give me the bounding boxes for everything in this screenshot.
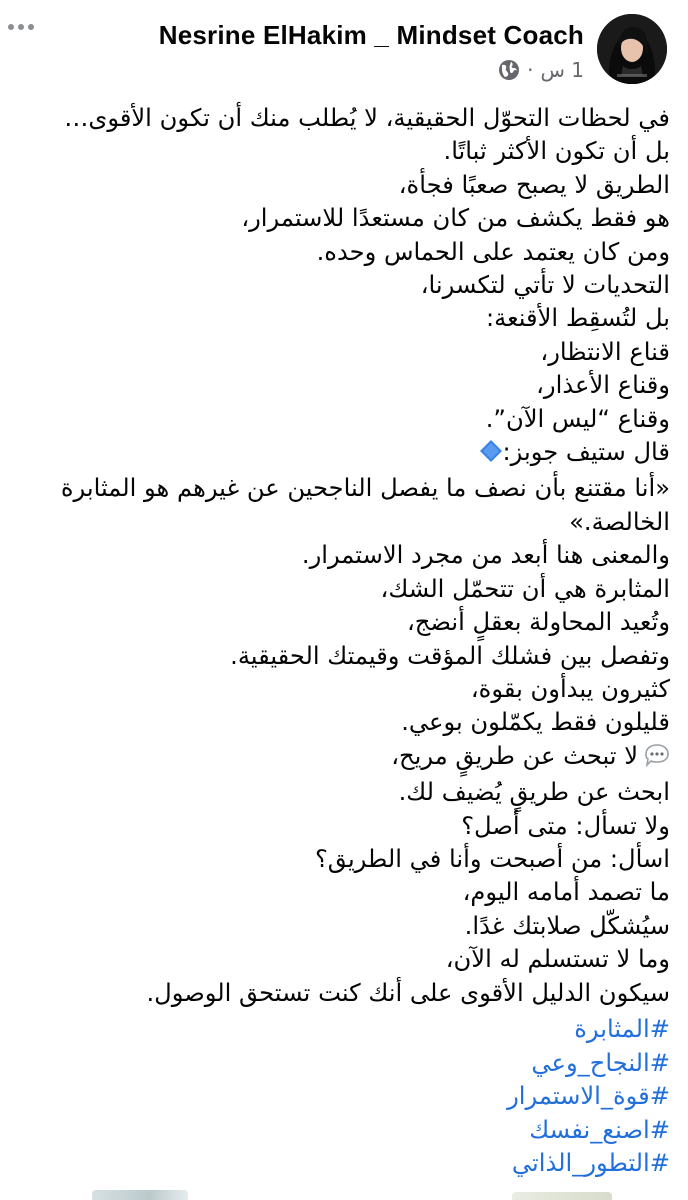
body-line: اسأل: من أصبحت وأنا في الطريق؟: [314, 844, 670, 873]
post-header: [0, 0, 688, 92]
body-line: وتفصل بين فشلك المؤقت وقيمتك الحقيقية.: [230, 641, 670, 670]
author-name[interactable]: Nesrine ElHakim _ Mindset Coach: [158, 20, 584, 50]
body-line: وتُعيد المحاولة بعقلٍ أنضج،: [406, 608, 670, 637]
body-line: التحديات لا تأتي لتكسرنا،: [420, 271, 670, 300]
more-dots-icon: [18, 24, 24, 30]
body-line: ولا تسأل: متى أصل؟: [461, 811, 670, 840]
media-thumbnail[interactable]: [512, 1192, 612, 1200]
next-media-preview: [0, 1186, 688, 1200]
body-line: المثابرة هي أن تتحمّل الشك،: [380, 574, 670, 603]
body-line: والمعنى هنا أبعد من مجرد الاستمرار.: [301, 541, 670, 570]
post-meta: [498, 58, 584, 82]
hashtag-link[interactable]: #التطور_الذاتي: [511, 1149, 670, 1178]
body-line: ما تصمد أمامه اليوم،: [462, 878, 670, 907]
body-line: قليلون فقط يكمّلون بوعي.: [401, 708, 670, 737]
body-line: قناع الانتظار،: [540, 337, 670, 366]
media-thumbnail[interactable]: [92, 1190, 188, 1200]
advice-text: لا تبحث عن طريقٍ مريح،: [391, 741, 638, 770]
body-line: سيكون الدليل الأقوى على أنك كنت تستحق الوصول.: [146, 978, 670, 1007]
body-line: بل أن تكون الأكثر ثباتًا.: [443, 137, 670, 166]
hashtag-list: [34, 1013, 670, 1181]
speech-bubble-icon: [644, 743, 670, 776]
avatar-image: [597, 14, 667, 84]
globe-icon[interactable]: [498, 59, 520, 81]
body-line: كثيرون يبدأون بقوة،: [470, 674, 670, 703]
post-time[interactable]: 1 س: [540, 58, 584, 82]
body-line: بل لتُسقِط الأقنعة:: [485, 304, 670, 333]
hashtag-link[interactable]: #اصنع_نفسك: [529, 1115, 670, 1144]
more-options-button[interactable]: [6, 12, 36, 42]
quote-intro-line: [34, 436, 670, 472]
quote-line: «أنا مقتنع بأن نصف ما يفصل الناجحين عن غيرهم هو المثابرة الخالصة.»: [60, 474, 670, 536]
body-line: ابحث عن طريقٍ يُضيف لك.: [398, 778, 670, 807]
quote-intro-text: قال ستيف جوبز:: [502, 438, 670, 467]
hashtag-link[interactable]: #قوة_الاستمرار: [507, 1082, 670, 1111]
profile-avatar[interactable]: [597, 14, 667, 84]
body-line: ومن كان يعتمد على الحماس وحده.: [316, 237, 670, 266]
blue-diamond-icon: [479, 439, 503, 472]
meta-separator: ·: [527, 58, 534, 82]
body-line: وقناع “ليس الآن”.: [485, 404, 670, 433]
body-line: وما لا تستسلم له الآن،: [445, 945, 670, 974]
body-line: سيُشكّل صلابتك غدًا.: [464, 911, 670, 940]
body-line: الطريق لا يصبح صعبًا فجأة،: [398, 170, 670, 199]
body-line: وقناع الأعذار،: [536, 371, 670, 400]
more-dots-icon: [8, 24, 14, 30]
advice-line: [34, 740, 670, 776]
body-line: هو فقط يكشف من كان مستعدًا للاستمرار،: [241, 204, 670, 233]
post-body: [34, 102, 670, 1010]
hashtag-link[interactable]: #المثابرة: [574, 1015, 670, 1043]
more-dots-icon: [28, 24, 34, 30]
body-line: في لحظات التحوّل الحقيقية، لا يُطلب منك أن تكون الأقوى…: [64, 104, 670, 132]
hashtag-link[interactable]: #النجاح_وعي: [531, 1048, 670, 1077]
